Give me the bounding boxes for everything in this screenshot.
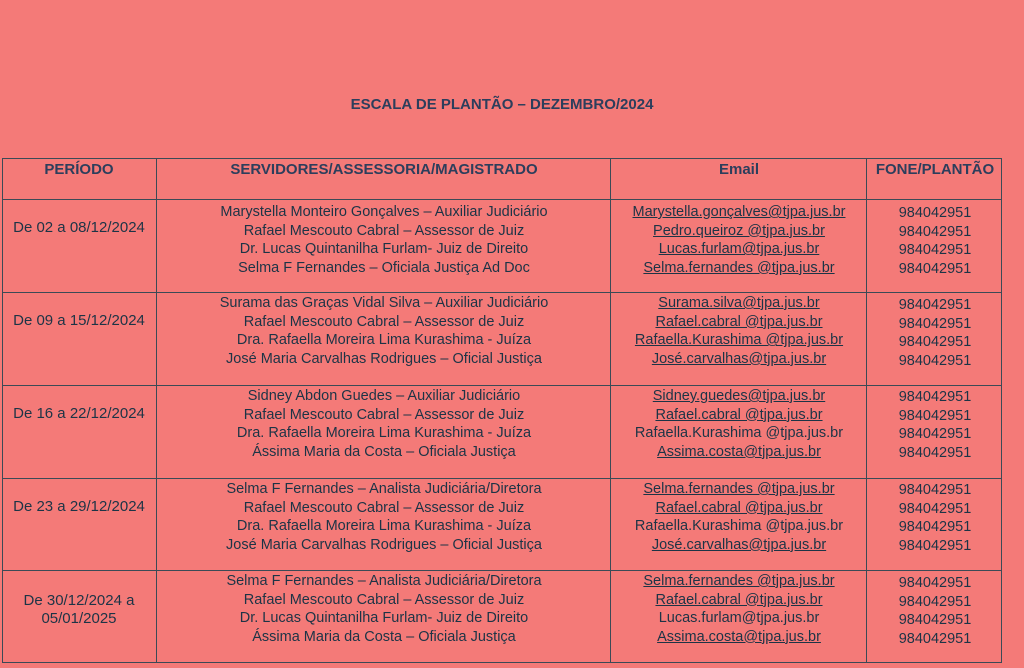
phone-cell bbox=[868, 574, 1002, 648]
phone-number: 984042951 bbox=[898, 426, 972, 443]
email-link[interactable]: Selma.fernandes @tjpa.jus.br bbox=[643, 481, 835, 497]
people-cell bbox=[158, 294, 610, 368]
header-servidores: SERVIDORES/ASSESSORIA/MAGISTRADO bbox=[230, 161, 538, 178]
phone-cell bbox=[868, 481, 1002, 555]
people-cell bbox=[158, 387, 610, 461]
table-border-top bbox=[2, 158, 1002, 159]
header-email: Email bbox=[718, 161, 760, 178]
person-entry: Dr. Lucas Quintanilha Furlam- Juiz de Direito bbox=[239, 610, 529, 627]
person-entry: Surama das Graças Vidal Silva – Auxiliar Judiciário bbox=[219, 295, 549, 311]
people-cell bbox=[158, 572, 610, 646]
phone-cell bbox=[868, 388, 1002, 462]
email-link[interactable]: Selma.fernandes @tjpa.jus.br bbox=[643, 259, 835, 276]
person-entry: Dra. Rafaella Moreira Lima Kurashima - Juíza bbox=[236, 518, 532, 535]
person-entry: Dra. Rafaella Moreira Lima Kurashima - Juíza bbox=[236, 425, 532, 442]
person-entry: Rafael Mescouto Cabral – Assessor de Juiz bbox=[243, 313, 525, 330]
phone-cell bbox=[868, 296, 1002, 370]
header-periodo: PERÍODO bbox=[44, 161, 114, 178]
period-cell: De 16 a 22/12/2024 bbox=[13, 405, 145, 422]
person-entry: Selma F Fernandes – Analista Judiciária/Diretora bbox=[226, 573, 542, 589]
phone-number: 984042951 bbox=[898, 444, 972, 461]
email-link[interactable]: José.carvalhas@tjpa.jus.br bbox=[651, 350, 827, 367]
email-link[interactable]: Assima.costa@tjpa.jus.br bbox=[657, 628, 821, 645]
phone-number: 984042951 bbox=[898, 223, 972, 240]
table-border-bottom bbox=[2, 662, 1002, 663]
email-link[interactable]: Rafael.cabral @tjpa.jus.br bbox=[655, 591, 823, 608]
phone-number: 984042951 bbox=[898, 537, 972, 554]
email-link[interactable]: Sidney.guedes@tjpa.jus.br bbox=[652, 388, 826, 404]
row-divider bbox=[2, 570, 1002, 571]
phone-number: 984042951 bbox=[898, 334, 972, 351]
page-title: ESCALA DE PLANTÃO – DEZEMBRO/2024 bbox=[350, 96, 654, 113]
schedule-table bbox=[2, 158, 1002, 663]
phone-number: 984042951 bbox=[898, 352, 972, 369]
email-link[interactable]: Lucas.furlam@tjpa.jus.br bbox=[658, 610, 820, 627]
email-cell bbox=[612, 572, 866, 646]
person-entry: Dr. Lucas Quintanilha Furlam- Juiz de Direito bbox=[239, 241, 529, 258]
email-link[interactable]: Assima.costa@tjpa.jus.br bbox=[657, 443, 821, 460]
row-divider bbox=[2, 478, 1002, 479]
email-link[interactable]: José.carvalhas@tjpa.jus.br bbox=[651, 536, 827, 553]
period-cell: De 02 a 08/12/2024 bbox=[13, 219, 145, 236]
email-link[interactable]: Rafaella.Kurashima @tjpa.jus.br bbox=[634, 332, 844, 349]
person-entry: Rafael Mescouto Cabral – Assessor de Juiz bbox=[243, 222, 525, 239]
email-link[interactable]: Pedro.queiroz @tjpa.jus.br bbox=[653, 222, 825, 239]
phone-number: 984042951 bbox=[898, 389, 972, 405]
person-entry: Rafael Mescouto Cabral – Assessor de Juiz bbox=[243, 591, 525, 608]
email-link[interactable]: Lucas.furlam@tjpa.jus.br bbox=[658, 241, 820, 258]
person-entry: José Maria Carvalhas Rodrigues – Oficial Justiça bbox=[226, 350, 542, 367]
email-link[interactable]: Marystella.gonçalves@tjpa.jus.br bbox=[632, 204, 846, 220]
email-link[interactable]: Surama.silva@tjpa.jus.br bbox=[658, 295, 820, 311]
email-cell bbox=[612, 387, 866, 461]
email-link[interactable]: Rafael.cabral @tjpa.jus.br bbox=[655, 313, 823, 330]
phone-number: 984042951 bbox=[898, 575, 972, 591]
phone-number: 984042951 bbox=[898, 205, 972, 221]
person-entry: Sidney Abdon Guedes – Auxiliar Judiciário bbox=[247, 388, 521, 404]
phone-number: 984042951 bbox=[898, 482, 972, 498]
period-cell: De 30/12/2024 a 05/01/2025 bbox=[23, 592, 135, 627]
person-entry: Ássima Maria da Costa – Oficiala Justiça bbox=[252, 443, 516, 460]
column-divider bbox=[610, 158, 611, 663]
people-cell bbox=[158, 203, 610, 277]
phone-number: 984042951 bbox=[898, 297, 972, 313]
phone-number: 984042951 bbox=[898, 519, 972, 536]
phone-number: 984042951 bbox=[898, 407, 972, 424]
email-link[interactable]: Selma.fernandes @tjpa.jus.br bbox=[643, 573, 835, 589]
phone-number: 984042951 bbox=[898, 260, 972, 277]
phone-number: 984042951 bbox=[898, 612, 972, 629]
email-cell bbox=[612, 480, 866, 554]
phone-number: 984042951 bbox=[898, 315, 972, 332]
phone-number: 984042951 bbox=[898, 242, 972, 259]
phone-number: 984042951 bbox=[898, 630, 972, 647]
person-entry: José Maria Carvalhas Rodrigues – Oficial Justiça bbox=[226, 536, 542, 553]
header-divider bbox=[2, 199, 1002, 200]
person-entry: Selma F Fernandes – Oficiala Justiça Ad Doc bbox=[238, 259, 530, 276]
email-link[interactable]: Rafael.cabral @tjpa.jus.br bbox=[655, 499, 823, 516]
email-cell bbox=[612, 203, 866, 277]
header-fone: FONE/PLANTÃO bbox=[875, 161, 995, 178]
email-link[interactable]: Rafael.cabral @tjpa.jus.br bbox=[655, 406, 823, 423]
person-entry: Marystella Monteiro Gonçalves – Auxiliar Judiciário bbox=[220, 204, 548, 220]
phone-number: 984042951 bbox=[898, 500, 972, 517]
row-divider bbox=[2, 292, 1002, 293]
phone-cell bbox=[868, 204, 1002, 278]
person-entry: Dra. Rafaella Moreira Lima Kurashima - Juíza bbox=[236, 332, 532, 349]
period-cell: De 23 a 29/12/2024 bbox=[13, 498, 145, 515]
person-entry: Selma F Fernandes – Analista Judiciária/Diretora bbox=[226, 481, 542, 497]
column-divider bbox=[866, 158, 867, 663]
people-cell bbox=[158, 480, 610, 554]
person-entry: Rafael Mescouto Cabral – Assessor de Juiz bbox=[243, 499, 525, 516]
email-cell bbox=[612, 294, 866, 368]
column-divider bbox=[156, 158, 157, 663]
email-link[interactable]: Rafaella.Kurashima @tjpa.jus.br bbox=[634, 518, 844, 535]
period-cell: De 09 a 15/12/2024 bbox=[13, 312, 145, 329]
email-link[interactable]: Rafaella.Kurashima @tjpa.jus.br bbox=[634, 425, 844, 442]
person-entry: Ássima Maria da Costa – Oficiala Justiça bbox=[252, 628, 516, 645]
person-entry: Rafael Mescouto Cabral – Assessor de Juiz bbox=[243, 406, 525, 423]
phone-number: 984042951 bbox=[898, 593, 972, 610]
row-divider bbox=[2, 385, 1002, 386]
